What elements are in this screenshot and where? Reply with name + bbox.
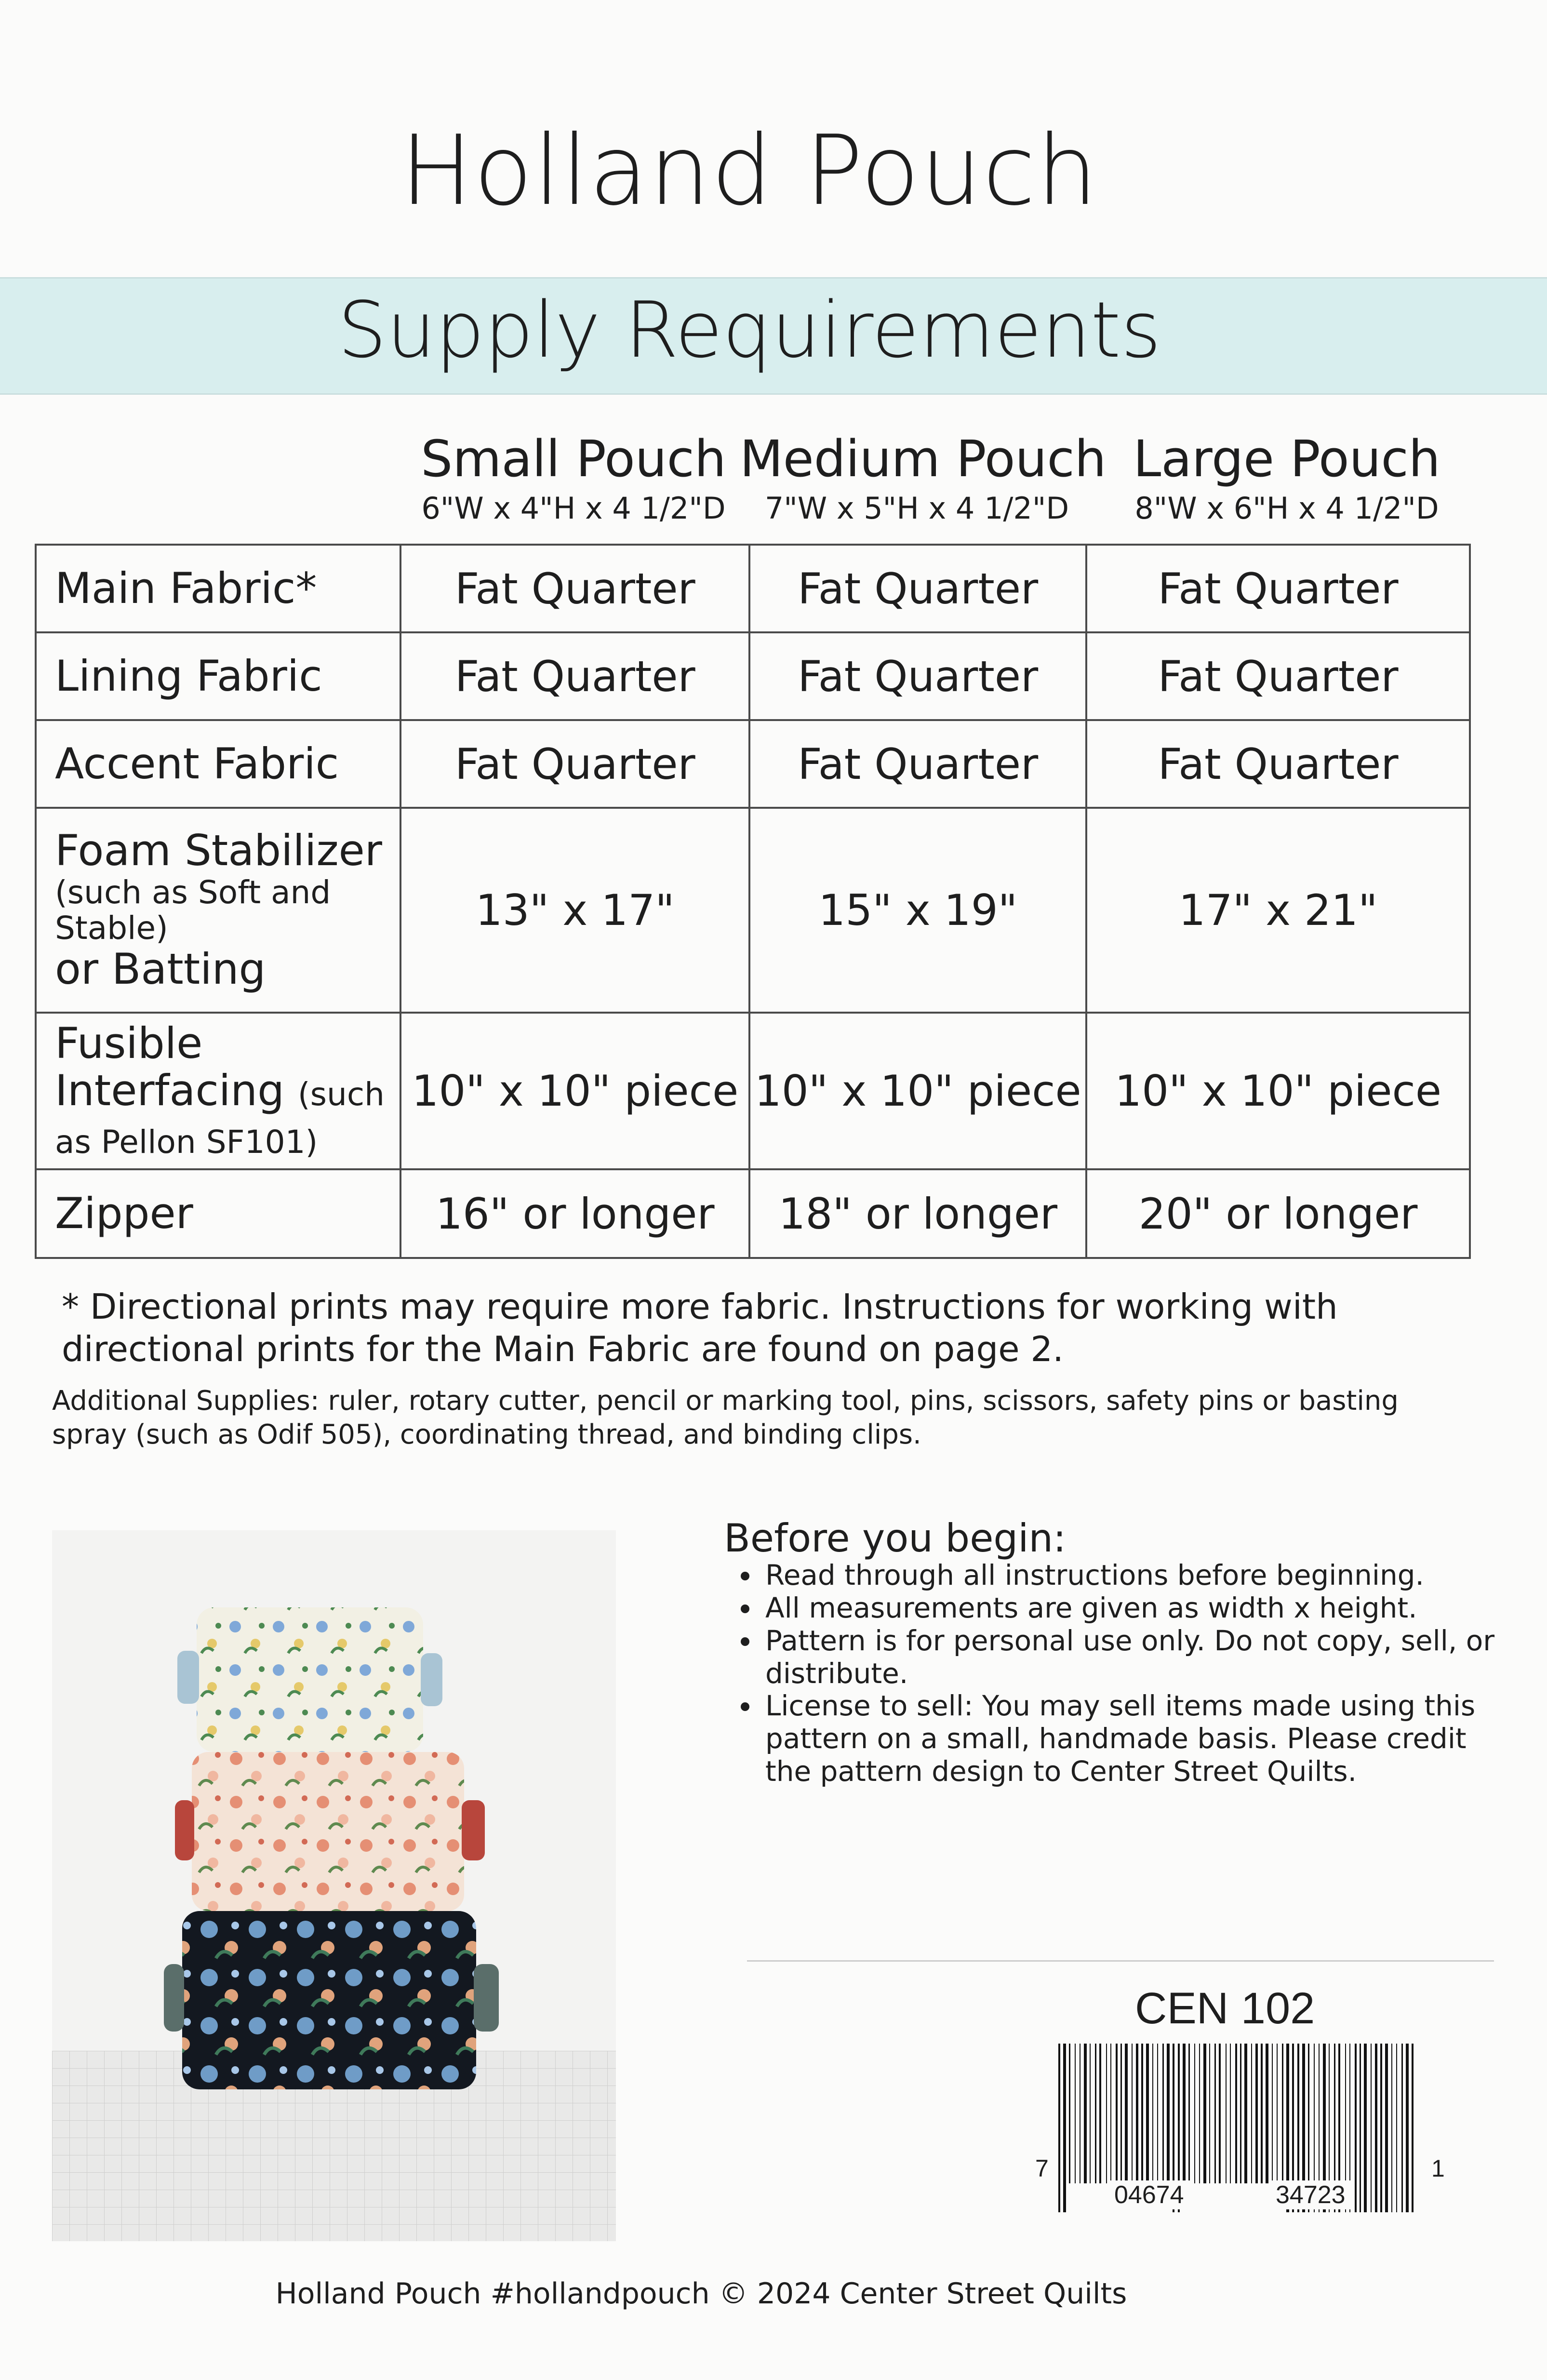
row-label: Fusible Interfacing bbox=[55, 1018, 284, 1116]
cell-large: 10" x 10" piece bbox=[1086, 1013, 1470, 1169]
column-name: Small Pouch bbox=[421, 429, 726, 488]
column-dimensions: 6"W x 4"H x 4 1/2"D bbox=[421, 491, 726, 526]
cell-small: 10" x 10" piece bbox=[400, 1013, 749, 1169]
list-item: • License to sell: You may sell items made using this pattern on a small, handmade basis. Please credit the pattern design to Center Street Quilts. bbox=[761, 1690, 1513, 1788]
section-title: Supply Requirements bbox=[337, 285, 1161, 375]
row-label-note: (such as Soft and Stable) bbox=[55, 873, 331, 947]
additional-supplies: Additional Supplies: ruler, rotary cutter, pencil or marking tool, pins, scissors, safety pins or basting spray (such as Odif 505), coordinating thread, and binding clips. bbox=[52, 1385, 1399, 1450]
cell-medium: 10" x 10" piece bbox=[749, 1013, 1086, 1169]
column-name: Large Pouch bbox=[1133, 429, 1440, 488]
cell-medium: Fat Quarter bbox=[749, 720, 1086, 808]
divider bbox=[747, 1960, 1494, 1962]
cell-large: Fat Quarter bbox=[1086, 632, 1470, 720]
directional-note: * Directional prints may require more fabric. Instructions for working with directional prints for the Main Fabric are found on page 2. bbox=[62, 1286, 1338, 1369]
product-photo bbox=[52, 1530, 616, 2241]
cell-large: Fat Quarter bbox=[1086, 545, 1470, 632]
row-label: Main Fabric* bbox=[36, 545, 400, 632]
row-label: Zipper bbox=[36, 1169, 400, 1258]
column-dimensions: 7"W x 5"H x 4 1/2"D bbox=[764, 491, 1069, 526]
table-row bbox=[36, 1013, 1470, 1169]
column-name: Medium Pouch bbox=[740, 429, 1107, 488]
supply-table bbox=[35, 544, 1471, 1259]
list-item: • Pattern is for personal use only. Do not copy, sell, or distribute. bbox=[761, 1625, 1513, 1690]
cell-large: 17" x 21" bbox=[1086, 808, 1470, 1013]
row-label: Foam Stabilizer bbox=[55, 826, 382, 876]
cell-small: Fat Quarter bbox=[400, 720, 749, 808]
row-label: Accent Fabric bbox=[36, 720, 400, 808]
row-label-note: (such as Pellon SF101) bbox=[55, 1076, 385, 1161]
row-label-suffix: or Batting bbox=[55, 944, 266, 994]
barcode-left-digit: 7 bbox=[1035, 2155, 1049, 2182]
cell-small: 13" x 17" bbox=[400, 808, 749, 1013]
table-row bbox=[36, 720, 1470, 808]
cell-small: Fat Quarter bbox=[400, 545, 749, 632]
list-item: • Read through all instructions before beginning. bbox=[761, 1559, 1513, 1592]
table-row bbox=[36, 808, 1470, 1013]
cell-medium: Fat Quarter bbox=[749, 545, 1086, 632]
column-header-medium bbox=[740, 429, 1107, 526]
stacked-pouches-image bbox=[52, 1530, 616, 2241]
column-header-large bbox=[1104, 429, 1470, 526]
column-header-small bbox=[400, 429, 747, 526]
cell-large: 20" or longer bbox=[1086, 1169, 1470, 1258]
cell-medium: Fat Quarter bbox=[749, 632, 1086, 720]
table-row bbox=[36, 632, 1470, 720]
table-row bbox=[36, 1169, 1470, 1258]
before-you-begin-list bbox=[718, 1559, 1513, 1788]
cell-small: Fat Quarter bbox=[400, 632, 749, 720]
cell-medium: 15" x 19" bbox=[749, 808, 1086, 1013]
row-label-cell bbox=[36, 1013, 400, 1169]
row-label: Lining Fabric bbox=[36, 632, 400, 720]
page-title: Holland Pouch bbox=[400, 115, 1099, 227]
table-row bbox=[36, 545, 1470, 632]
row-label-cell bbox=[36, 808, 400, 1013]
product-code: CEN 102 bbox=[1135, 1984, 1315, 2033]
cell-large: Fat Quarter bbox=[1086, 720, 1470, 808]
column-dimensions: 8"W x 6"H x 4 1/2"D bbox=[1134, 491, 1439, 526]
before-you-begin-title: Before you begin: bbox=[724, 1516, 1067, 1561]
list-item: • All measurements are given as width x height. bbox=[761, 1592, 1513, 1625]
footer-text: Holland Pouch #hollandpouch © 2024 Center Street Quilts bbox=[275, 2277, 1127, 2311]
barcode-digits-2: 34723 bbox=[1270, 2180, 1351, 2209]
barcode-right-digit: 1 bbox=[1431, 2155, 1445, 2182]
barcode-digits-1: 04674 bbox=[1108, 2180, 1190, 2209]
cell-medium: 18" or longer bbox=[749, 1169, 1086, 1258]
cell-small: 16" or longer bbox=[400, 1169, 749, 1258]
